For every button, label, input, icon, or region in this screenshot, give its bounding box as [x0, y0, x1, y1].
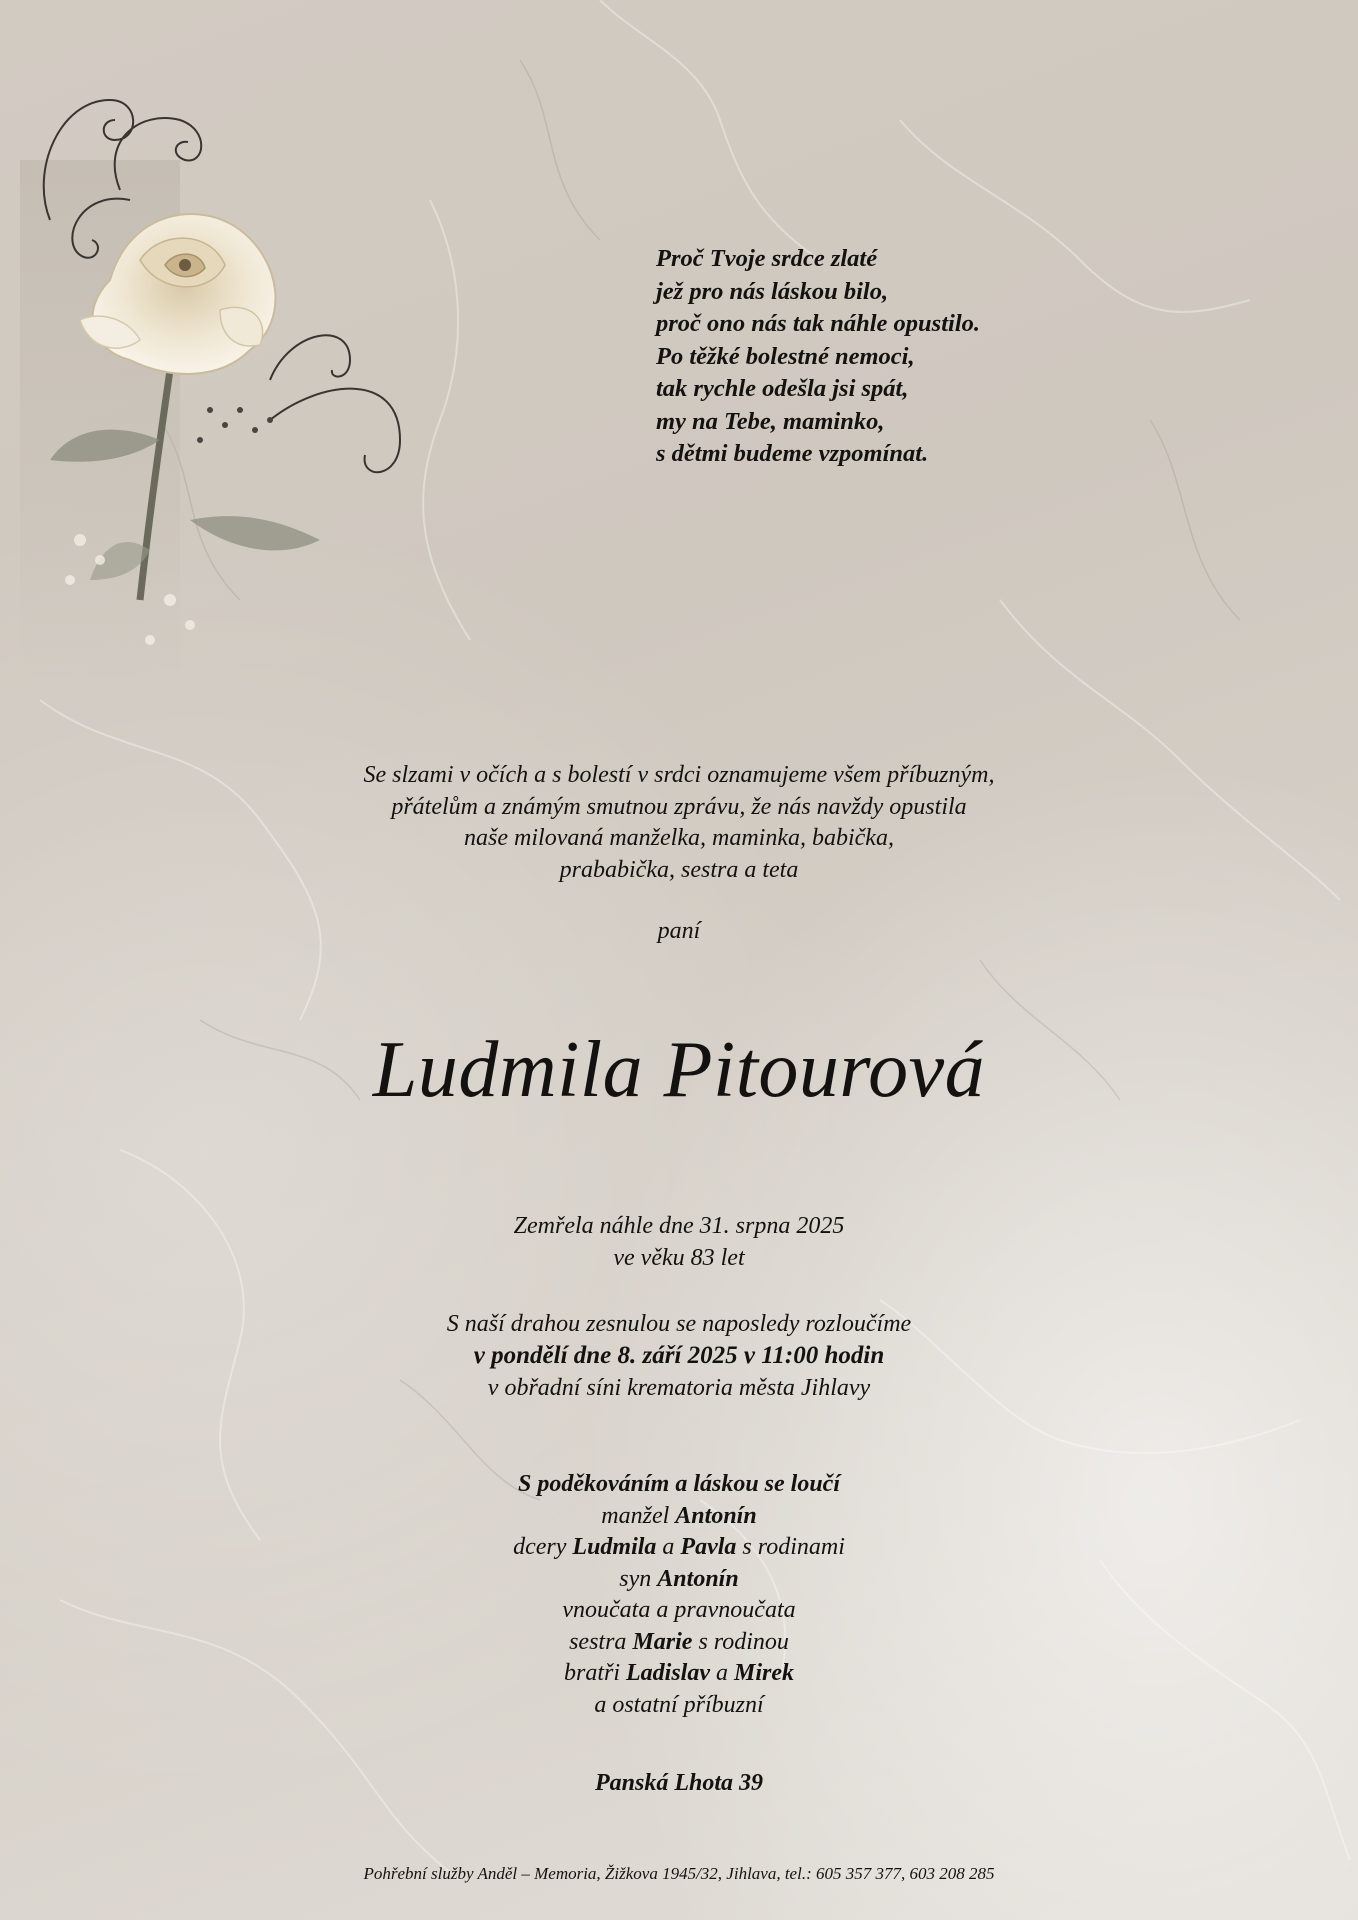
family-grandchildren: vnoučata a pravnoučata — [562, 1597, 796, 1623]
family-husband: manžel Antonín — [601, 1502, 757, 1529]
family-heading: S poděkováním a láskou se loučí — [517, 1471, 841, 1497]
poem-line: proč ono nás tak náhle opustilo. — [656, 310, 981, 337]
poem-line: jež pro nás láskou bilo, — [656, 277, 889, 305]
death-age: ve věku 83 let — [613, 1244, 745, 1271]
poem-line: s dětmi budeme vzpomínat. — [656, 440, 929, 467]
announcement-line: přátelům a známým smutnou zprávu, že nás navždy opustila — [391, 793, 967, 820]
announcement-line: Se slzami v očích a s bolestí v srdci oznamujeme všem příbuzným, — [363, 762, 995, 788]
family-others: a ostatní příbuzní — [594, 1691, 764, 1718]
announcement-text — [0, 760, 1358, 886]
funeral-datetime: v pondělí dne 8. září 2025 v 11:00 hodin — [473, 1342, 885, 1369]
poem-line: my na Tebe, maminko, — [656, 407, 885, 435]
poem-line: tak rychle odešla jsi spát, — [656, 375, 909, 402]
funeral-service-footer: Pohřební služby Anděl – Memoria, Žižkova 1945/32, Jihlava, tel.: 605 357 377, 603 208 285 — [363, 1864, 995, 1883]
announcement-line: naše milovaná manželka, maminka, babička, — [464, 825, 894, 851]
family-brothers: bratři Ladislav a Mirek — [563, 1660, 794, 1686]
deceased-name: Ludmila Pitourová — [372, 1026, 986, 1114]
family-sister: sestra Marie s rodinou — [569, 1628, 789, 1655]
poem-line: Po těžké bolestné nemoci, — [656, 342, 915, 370]
funeral-intro: S naší drahou zesnulou se naposledy rozloučíme — [446, 1311, 912, 1337]
death-info — [0, 1211, 1358, 1274]
announcement-line: prababička, sestra a teta — [559, 856, 799, 883]
family-daughters: dcery Ludmila a Pavla s rodinami — [513, 1534, 845, 1560]
funeral-info — [0, 1308, 1358, 1404]
family-son: syn Antonín — [619, 1565, 739, 1592]
rose-icon — [20, 80, 420, 720]
salutation: paní — [657, 918, 701, 944]
address: Panská Lhota 39 — [594, 1770, 764, 1796]
death-date: Zemřela náhle dne 31. srpna 2025 — [513, 1213, 845, 1239]
poem — [656, 243, 980, 471]
poem-line: Proč Tvoje srdce zlaté — [656, 245, 878, 272]
funeral-place: v obřadní síni krematoria města Jihlavy — [487, 1375, 871, 1401]
family-list — [0, 1469, 1358, 1721]
